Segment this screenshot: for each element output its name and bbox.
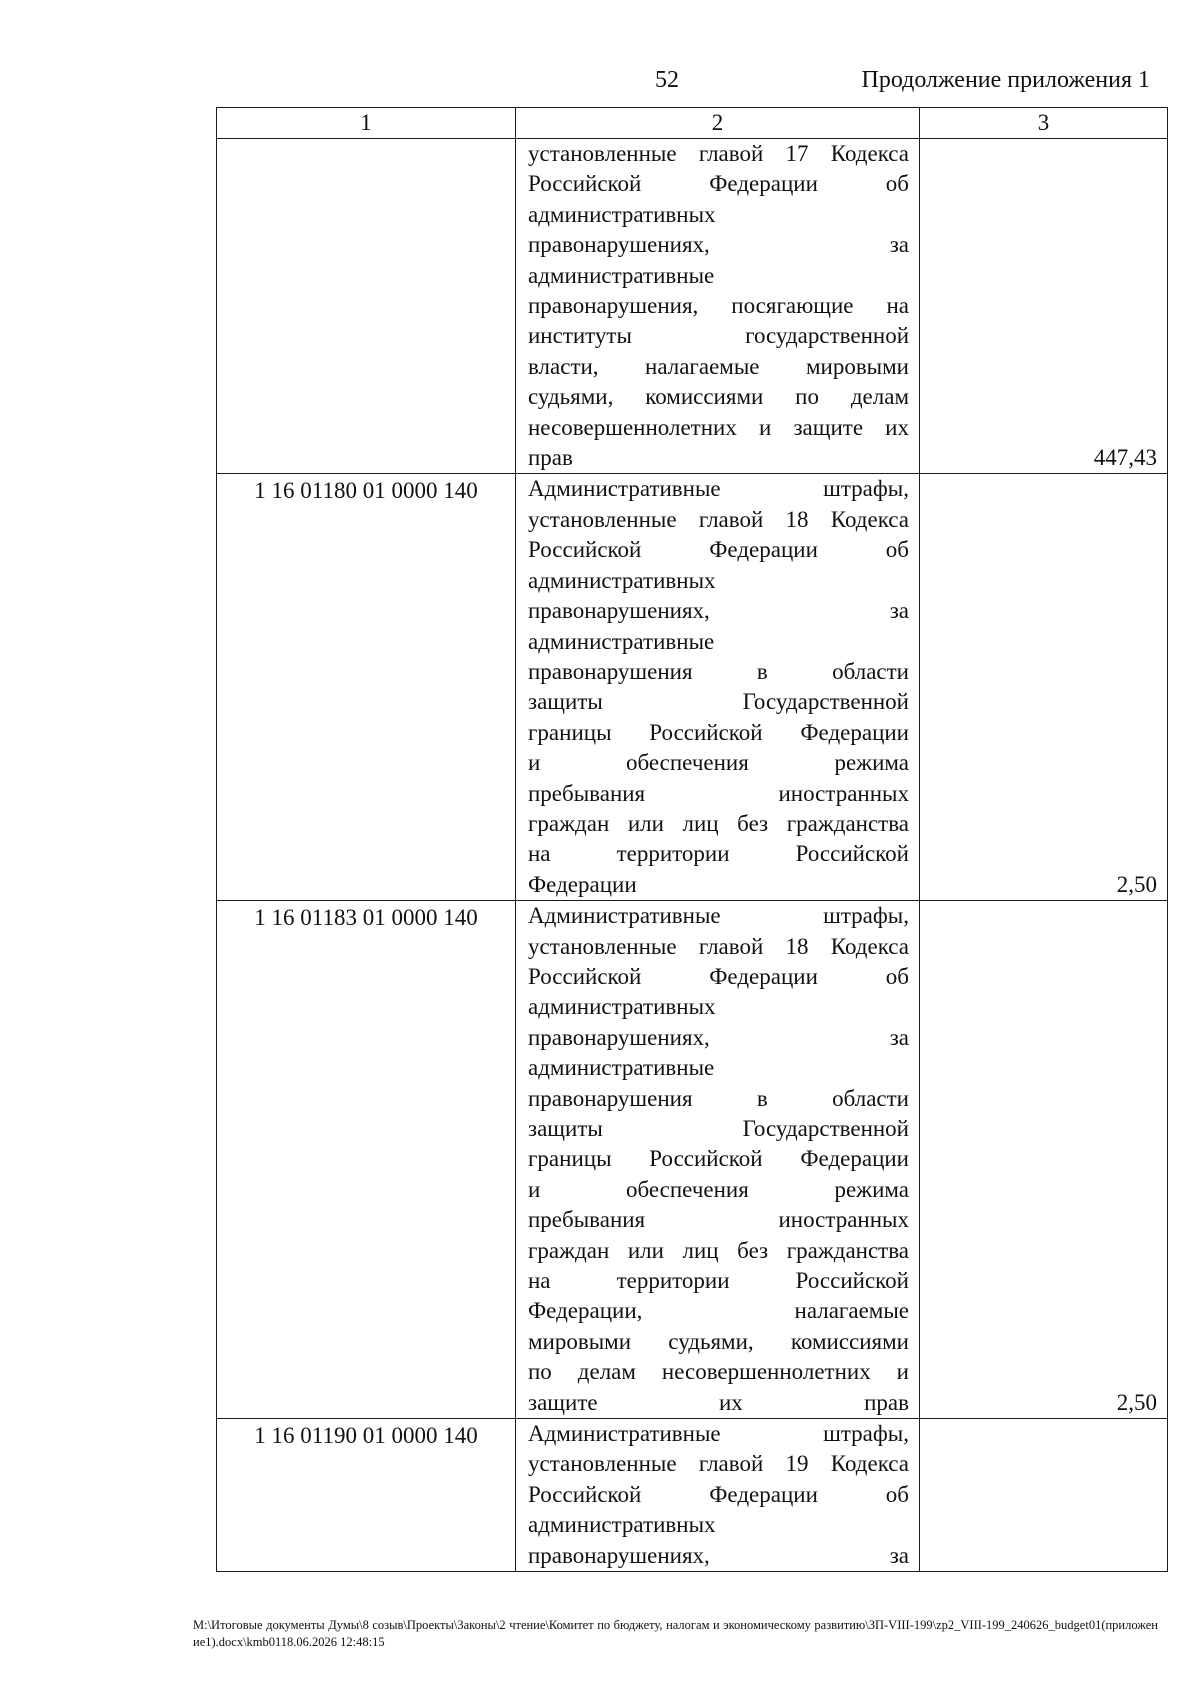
description-line: пребывания иностранных [528,780,909,806]
revenue-table [216,107,1168,1572]
description-line: по делам несовершеннолетних и [528,1359,909,1385]
description-line: административных [528,567,716,593]
description-line: граждан или лиц без гражданства [528,1237,909,1263]
amount-cell [920,1419,1168,1572]
amount-cell: 447,43 [920,139,1168,474]
description-line: административные [528,1055,715,1081]
column-header-2: 2 [516,108,920,139]
column-header-3: 3 [920,108,1168,139]
description-line: установленные главой 19 Кодекса [528,1451,909,1477]
description-line: административные [528,262,715,288]
description-line: защиты Государственной [528,689,909,715]
description-cell [516,474,920,901]
revenue-code-cell [217,139,516,474]
table-row [217,1419,1168,1572]
description-line: Российской Федерации об [528,537,909,563]
revenue-code-cell: 1 16 01180 01 0000 140 [217,474,516,901]
description-line: и обеспечения режима [528,1176,909,1202]
description-line: несовершеннолетних и защите их [528,414,909,440]
description-line: на территории Российской [528,841,909,867]
description-line: правонарушениях, за [528,1024,909,1050]
amount-cell: 2,50 [920,474,1168,901]
description-line: административных [528,1512,716,1538]
description-line: мировыми судьями, комиссиями [528,1328,909,1354]
description-line: защиты Государственной [528,1116,909,1141]
description-line: прав [528,445,573,471]
description-line: правонарушения в области [528,658,909,684]
description-line: власти, налагаемые мировыми [528,353,909,379]
description-line: правонарушениях, за [528,232,909,258]
description-line: границы Российской Федерации [528,1146,909,1172]
description-line: пребывания иностранных [528,1207,909,1233]
description-line: правонарушения, посягающие на [528,293,909,319]
description-line: административные [528,628,715,654]
revenue-code-cell: 1 16 01183 01 0000 140 [217,901,516,1419]
description-line: защите их прав [528,1389,909,1415]
column-header-row [217,108,1168,139]
description-line: Российской Федерации об [528,1481,909,1507]
description-line: установленные главой 17 Кодекса [528,141,909,166]
description-line: институты государственной [528,323,909,349]
page-number: 52 [655,67,679,93]
description-line: административных [528,201,716,227]
description-line: на территории Российской [528,1268,909,1294]
table-row [217,474,1168,901]
description-cell [516,139,920,474]
description-line: правонарушениях, за [528,598,909,624]
description-line: граждан или лиц без гражданства [528,810,909,836]
description-line: правонарушения в области [528,1085,909,1111]
description-line: и обеспечения режима [528,750,909,776]
description-line: Федерации, налагаемые [528,1298,909,1324]
revenue-code-cell: 1 16 01190 01 0000 140 [217,1419,516,1572]
description-line: Российской Федерации об [528,171,909,197]
column-header-1: 1 [217,108,516,139]
description-line: Административные штрафы, [528,476,909,502]
description-line: Административные штрафы, [528,903,909,929]
table-row [217,901,1168,1419]
description-cell [516,901,920,1419]
table-row [217,139,1168,474]
description-line: границы Российской Федерации [528,719,909,745]
continuation-title: Продолжение приложения 1 [861,67,1150,93]
description-cell [516,1419,920,1572]
description-line: Российской Федерации об [528,963,909,989]
description-line: правонарушениях, за [528,1542,909,1568]
description-line: установленные главой 18 Кодекса [528,933,909,959]
amount-cell: 2,50 [920,901,1168,1419]
description-line: Федерации [528,871,637,897]
description-line: Административные штрафы, [528,1421,909,1447]
description-line: установленные главой 18 Кодекса [528,506,909,532]
description-line: административных [528,994,716,1020]
description-line: судьями, комиссиями по делам [528,384,909,410]
document-file-path: M:\Итоговые документы Думы\8 созыв\Проекты\Законы\2 чтение\Комитет по бюджету, налогам и экономическому развитию\ЗП-VIII-199\zp2_VIII-199_240626_budget01(приложение1).docx\kmb0118.06.2026 12:48:15 [193,1618,1158,1649]
